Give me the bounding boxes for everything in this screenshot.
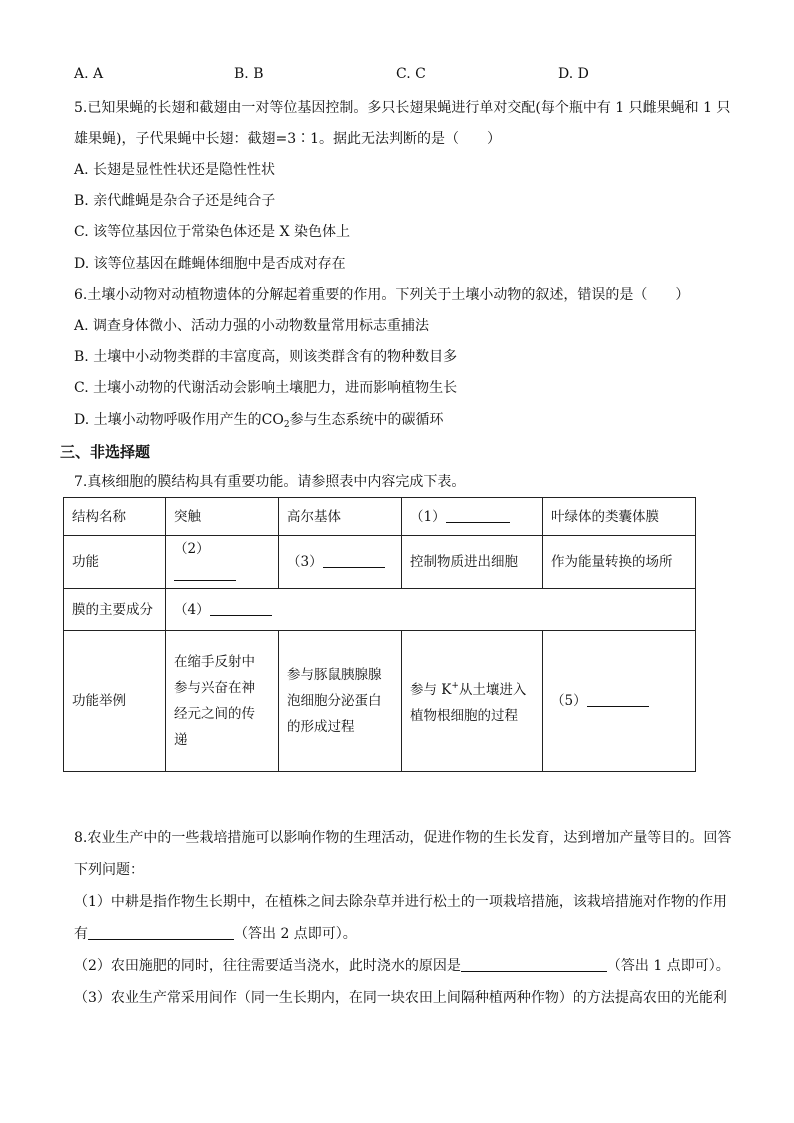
q8-stem-line2: 下列问题： xyxy=(74,862,144,878)
table-row xyxy=(64,589,696,631)
cell-text: 参与 K xyxy=(410,682,452,698)
answer-blank-q8-2[interactable] xyxy=(461,957,607,972)
q6-option-d-sub: 2 xyxy=(283,420,290,430)
q8-part1-line1: （1）中耕是指作物生长期中，在植株之间去除杂草并进行松土的一项栽培措施，该栽培措施对作物的作用 xyxy=(74,894,727,910)
q5-option-d: D. 该等位基因在雌蝇体细胞中是否成对存在 xyxy=(74,256,346,272)
table-row xyxy=(64,498,696,536)
table-cell: 膜的主要成分 xyxy=(64,589,166,631)
q4-option-d: D. D xyxy=(558,66,589,82)
table-cell: 功能举例 xyxy=(64,631,166,772)
table-cell xyxy=(543,631,696,772)
table-cell: 叶绿体的类囊体膜 xyxy=(543,498,696,536)
blank-label-3: （3） xyxy=(287,554,323,570)
q6-option-c: C. 土壤小动物的代谢活动会影响土壤肥力，进而影响植物生长 xyxy=(74,380,458,396)
q6-option-b: B. 土壤中小动物类群的丰富度高，则该类群含有的物种数目多 xyxy=(74,349,458,365)
table-cell xyxy=(279,631,402,772)
q5-stem-line2: 雄果蝇)，子代果蝇中长翅：截翅=3∶1。据此无法判断的是（ ） xyxy=(74,131,502,147)
blank-label-5: （5） xyxy=(551,693,587,709)
cell-line: 泡细胞分泌蛋白 xyxy=(287,693,382,709)
answer-blank-q8-1[interactable] xyxy=(88,925,234,940)
q4-option-a: A. A xyxy=(74,66,104,82)
q7-stem: 7.真核细胞的膜结构具有重要功能。请参照表中内容完成下表。 xyxy=(74,474,466,490)
section-heading: 三、非选择题 xyxy=(60,443,151,461)
q8-part3: （3）农业生产常采用间作（同一生长期内，在同一块农田上间隔种植两种作物）的方法提高农田的光能利 xyxy=(74,990,727,1006)
q6-stem: 6.土壤小动物对动植物遗体的分解起着重要的作用。下列关于土壤小动物的叙述，错误的是（ ） xyxy=(74,287,690,303)
cell-line: 参与豚鼠胰腺腺 xyxy=(287,667,382,683)
cell-text: 从土壤进入 xyxy=(458,682,527,698)
q5-stem-line1: 5.已知果蝇的长翅和截翅由一对等位基因控制。多只长翅果蝇进行单对交配(每个瓶中有 1 只雌果蝇和 1 只 xyxy=(74,100,731,116)
q5-option-a: A. 长翅是显性性状还是隐性性状 xyxy=(74,162,276,178)
q6-option-d-post: 参与生态系统中的碳循环 xyxy=(289,412,444,428)
table-cell xyxy=(402,631,543,772)
table-cell: 高尔基体 xyxy=(279,498,402,536)
blank-label-2: （2） xyxy=(174,541,210,557)
table-cell: 结构名称 xyxy=(64,498,166,536)
q4-option-b: B. B xyxy=(234,66,264,82)
cell-line xyxy=(410,673,534,703)
superscript: + xyxy=(451,681,459,691)
answer-blank-3[interactable] xyxy=(323,553,385,568)
q8-part1-pre: 有 xyxy=(74,926,88,942)
q8-part1-post: （答出 2 点即可）。 xyxy=(234,926,357,942)
q8-part1-line2 xyxy=(74,924,357,944)
q5-option-b: B. 亲代雌蝇是杂合子还是纯合子 xyxy=(74,193,276,209)
table-cell xyxy=(166,631,279,772)
q8-stem-line1: 8.农业生产中的一些栽培措施可以影响作物的生理活动，促进作物的生长发育，达到增加产量等目的。回答 xyxy=(74,830,732,846)
table-cell: 功能 xyxy=(64,536,166,589)
table-cell: 控制物质进出细胞 xyxy=(402,536,543,589)
cell-line: 在缩手反射中 xyxy=(174,654,255,670)
q6-option-d-pre: D. 土壤小动物呼吸作用产生的CO xyxy=(74,412,284,428)
cell-line: 参与兴奋在神 xyxy=(174,680,255,696)
answer-blank-2[interactable] xyxy=(174,566,236,581)
q6-option-d xyxy=(74,410,444,435)
blank-label-1: （1） xyxy=(410,508,446,525)
table-cell xyxy=(402,498,543,536)
q6-option-a: A. 调查身体微小、活动力强的小动物数量常用标志重捕法 xyxy=(74,318,430,334)
answer-blank-5[interactable] xyxy=(587,692,649,707)
q4-option-c: C. C xyxy=(396,66,426,82)
cell-line: 的形成过程 xyxy=(287,719,355,735)
q8-part2 xyxy=(74,956,730,976)
q8-part2-post: （答出 1 点即可）。 xyxy=(606,958,730,974)
table-row xyxy=(64,631,696,772)
cell-line: 经元之间的传 xyxy=(174,706,255,722)
table-cell xyxy=(279,536,402,589)
blank-label-4: （4） xyxy=(174,601,210,618)
q8-part2-pre: （2）农田施肥的同时，往往需要适当浇水，此时浇水的原因是 xyxy=(74,958,461,974)
cell-line: 植物根细胞的过程 xyxy=(410,708,518,724)
answer-blank-1[interactable] xyxy=(446,508,510,523)
table-cell xyxy=(166,536,279,589)
q7-table xyxy=(63,497,696,772)
table-cell: 作为能量转换的场所 xyxy=(543,536,696,589)
q5-option-c: C. 该等位基因位于常染色体还是 X 染色体上 xyxy=(74,224,350,240)
table-cell xyxy=(166,589,696,631)
table-row xyxy=(64,536,696,589)
q4-options xyxy=(74,66,714,86)
cell-line: 递 xyxy=(174,732,188,748)
answer-blank-4[interactable] xyxy=(210,601,272,616)
table-cell: 突触 xyxy=(166,498,279,536)
